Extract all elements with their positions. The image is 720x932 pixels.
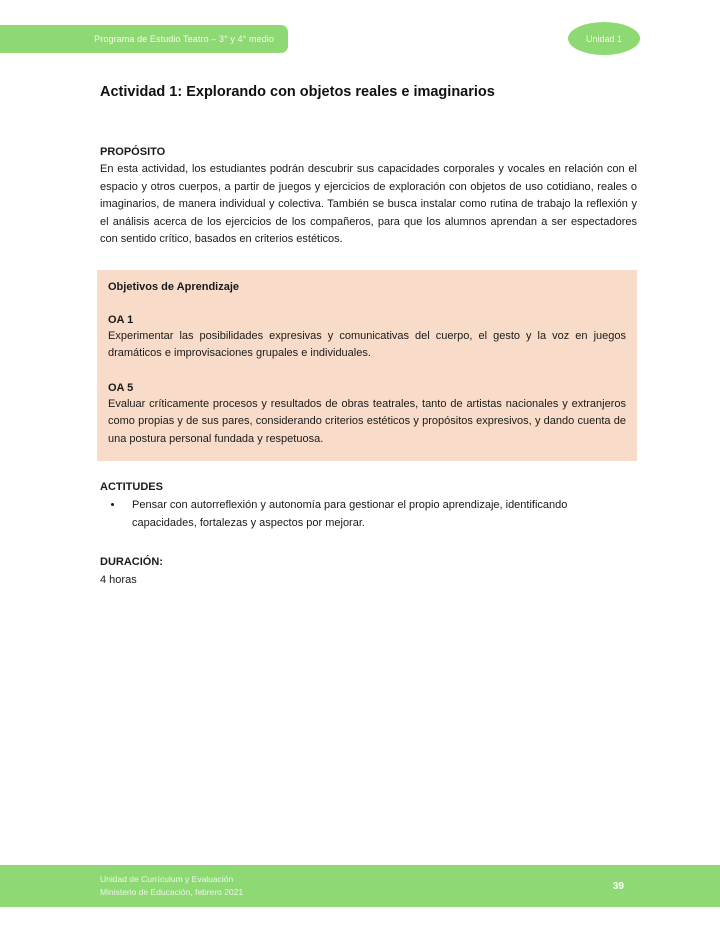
unit-badge bbox=[568, 22, 640, 55]
program-badge-label: Programa de Estudio Teatro – 3° y 4° medio bbox=[94, 34, 274, 44]
page-number: 39 bbox=[612, 880, 624, 892]
duracion-heading: DURACIÓN: bbox=[100, 556, 163, 568]
footer-line1: Unidad de Currículum y Evaluación bbox=[100, 874, 234, 884]
proposito-section bbox=[100, 144, 637, 249]
oa-5-code: OA 5 bbox=[108, 381, 134, 394]
actitudes-heading: ACTITUDES bbox=[100, 481, 163, 493]
actitudes-item: • Pensar con autorreflexión y autonomía para gestionar el propio aprendizaje, identificando capacidades, fortalezas y aspectos por mejorar. bbox=[124, 497, 624, 532]
footer-credits bbox=[100, 873, 243, 899]
program-badge bbox=[0, 25, 288, 53]
objetivos-heading: Objetivos de Aprendizaje bbox=[108, 280, 240, 293]
duracion-section bbox=[100, 554, 637, 590]
footer-bar bbox=[0, 865, 720, 907]
unit-badge-label: Unidad 1 bbox=[585, 33, 623, 44]
actitudes-list bbox=[100, 497, 624, 532]
oa-1-text: Experimentar las posibilidades expresivas y comunicativas del cuerpo, el gesto y la voz en juegos dramáticos e improvisaciones grupales e individuales. bbox=[108, 329, 626, 359]
proposito-body: En esta actividad, los estudiantes podrán descubrir sus capacidades corporales y vocales en relación con el espacio y otros cuerpos, a partir de juegos y ejercicios de exploración con objetos de uso cotidiano, reales o imaginarios, de manera individual y colectiva. También se busca instalar como rutina de trabajo la reflexión y el análisis acerca de los ejercicios de los compañeros, para que los alumnos aprendan a ser espectadores con sentido crítico, basados en criterios estéticos. bbox=[100, 163, 637, 245]
proposito-heading: PROPÓSITO bbox=[100, 146, 166, 158]
page-content bbox=[100, 84, 637, 590]
duracion-value: 4 horas bbox=[100, 574, 137, 586]
objetivos-box bbox=[97, 270, 637, 462]
actitudes-section bbox=[100, 479, 637, 532]
oa-item-5 bbox=[108, 380, 626, 449]
oa-5-text: Evaluar críticamente procesos y resultados de obras teatrales, tanto de artistas nacionales y extranjeros como propias y de sus pares, considerando criterios estéticos y propósitos expresivos, y dando cuenta de una postura personal fundada y respetuosa. bbox=[108, 397, 626, 445]
oa-item-1 bbox=[108, 312, 626, 363]
activity-title: Actividad 1: Explorando con objetos reales e imaginarios bbox=[100, 84, 495, 100]
footer-line2: Ministerio de Educación, febrero 2021 bbox=[100, 887, 244, 897]
oa-1-code: OA 1 bbox=[108, 313, 134, 326]
